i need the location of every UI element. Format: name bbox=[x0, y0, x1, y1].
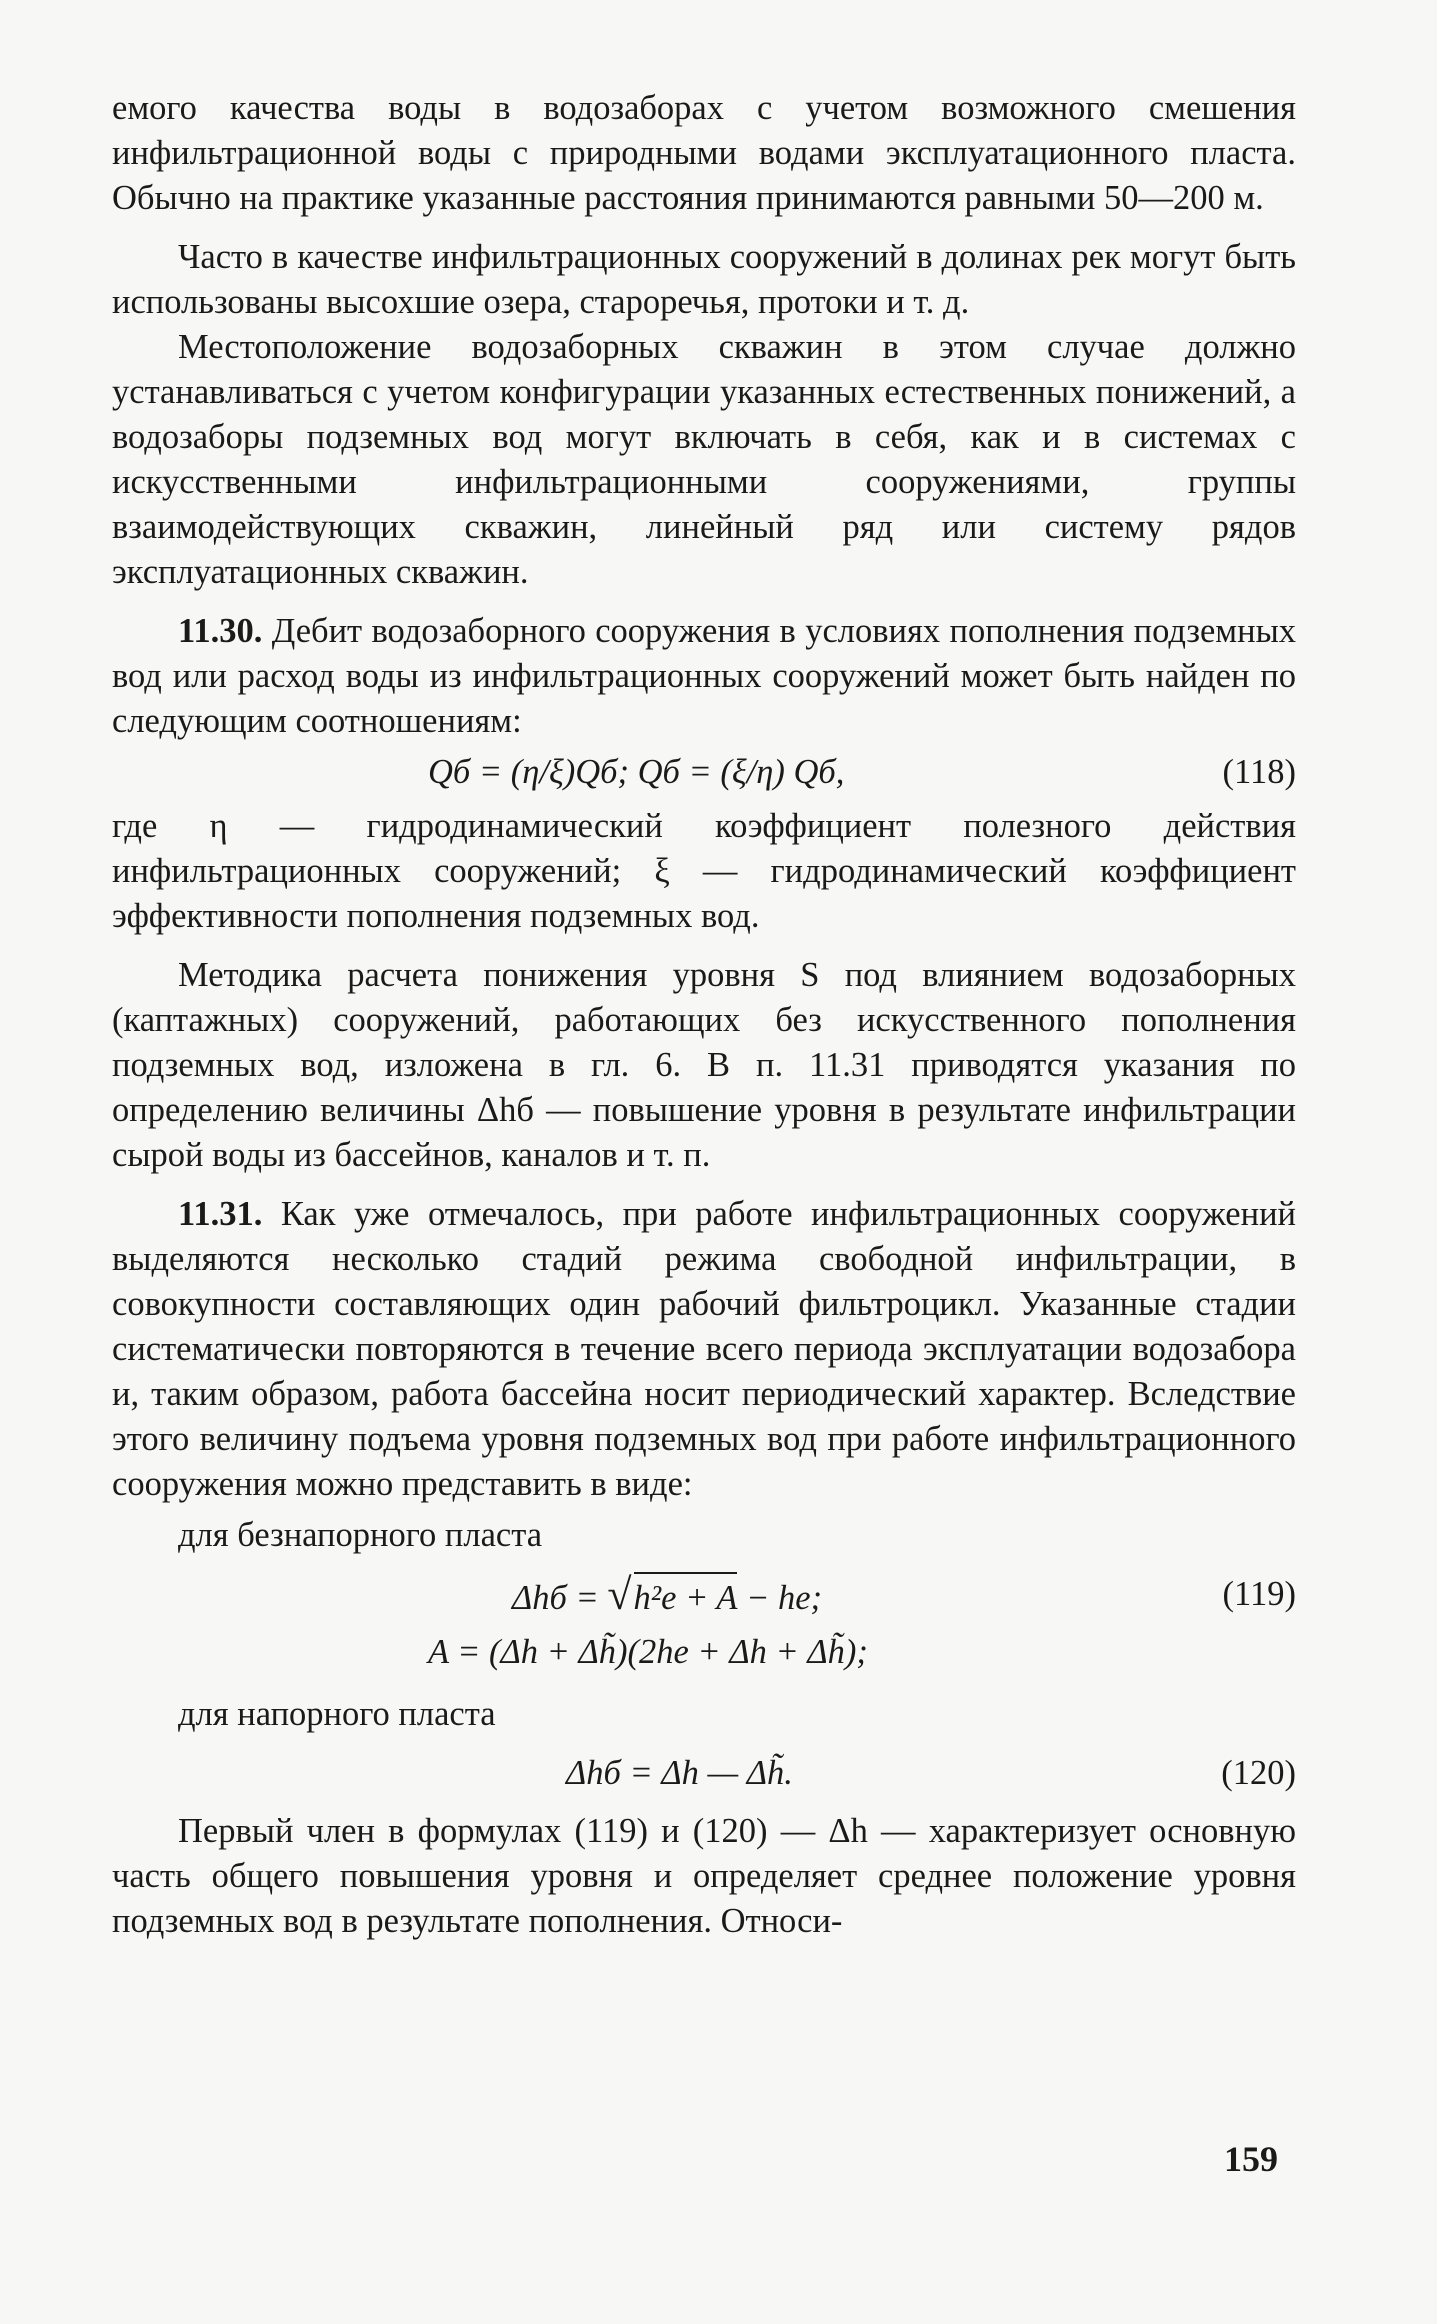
equation-118-body: Qб = (η/ξ)Qб; Qб = (ξ/η) Qб, bbox=[428, 753, 845, 791]
equation-119a-body bbox=[512, 1572, 822, 1621]
section-number: 11.31. bbox=[178, 1195, 263, 1233]
paragraph-section-11-30 bbox=[112, 609, 1296, 744]
equation-118 bbox=[112, 744, 1296, 804]
equation-119a-radicand: h²e + A bbox=[634, 1572, 738, 1621]
equation-120-body: Δhб = Δh — Δh̃. bbox=[566, 1754, 793, 1792]
equation-119a-left: Δhб = bbox=[512, 1579, 608, 1617]
equation-119a bbox=[112, 1558, 1296, 1624]
page-number: 159 bbox=[1224, 2139, 1278, 2179]
equation-119-number: (119) bbox=[1222, 1575, 1296, 1613]
paragraph-1: емого качества воды в водозаборах с учетом возможного смешения инфильтрационной воды с природными водами эксплуатационного пласта. Обычно на практике указанные расстояния принимаются равными 50—200 м. bbox=[112, 89, 1296, 217]
section-number: 11.30. bbox=[178, 612, 263, 650]
label-unconfined: для безнапорного пласта bbox=[178, 1516, 543, 1554]
paragraph-6: Методика расчета понижения уровня S под влиянием водозаборных (каптажных) сооружений, работающих без искусственного пополнения подземных вод, изложена в гл. 6. В п. 11.31 приводятся указания по определению величины Δhб — повышение уровня в результате инфильтрации сырой воды из бассейнов, каналов и т. п. bbox=[112, 956, 1296, 1174]
paragraph-3: Местоположение водозаборных скважин в этом случае должно устанавливаться с учетом конфигурации указанных естественных понижений, а водозаборы подземных вод могут включать в себя, как и в системах с искусственными инфильтрационными сооружениями, группы взаимодействующих скважин, линейный ряд или систему рядов эксплуатационных скважин. bbox=[112, 328, 1296, 591]
paragraph-5: где η — гидродинамический коэффициент полезного действия инфильтрационных сооружений; ξ — гидродинамический коэффициент эффективности пополнения подземных вод. bbox=[112, 807, 1296, 935]
label-confined: для напорного пласта bbox=[178, 1695, 496, 1733]
page-text bbox=[112, 86, 1296, 1944]
paragraph-2: Часто в качестве инфильтрационных сооружений в долинах рек могут быть использованы высохшие озера, староречья, протоки и т. д. bbox=[112, 238, 1296, 321]
section-text: Как уже отмечалось, при работе инфильтрационных сооружений выделяются несколько стадий режима свободной инфильтрации, в совокупности составляющих один рабочий фильтроцикл. Указанные стадии систематически повторяются в течение всего периода эксплуатации водозабора и, таким образом, работа бассейна носит периодический характер. Вследствие этого величину подъема уровня подземных вод при работе инфильтрационного сооружения можно представить в виде: bbox=[112, 1195, 1296, 1503]
equation-118-number: (118) bbox=[1222, 753, 1296, 791]
equation-120 bbox=[112, 1737, 1296, 1809]
paragraph-section-11-31 bbox=[112, 1192, 1296, 1507]
equation-119a-right: − he; bbox=[737, 1579, 823, 1617]
section-text: Дебит водозаборного сооружения в условиях пополнения подземных вод или расход воды из инфильтрационных сооружений может быть найден по следующим соотношениям: bbox=[112, 612, 1297, 740]
equation-119b-body: A = (Δh + Δh̃)(2he + Δh + Δh̃); bbox=[428, 1633, 868, 1671]
paragraph-8: Первый член в формулах (119) и (120) — Δh — характеризует основную часть общего повышения уровня и определяет среднее положение уровня подземных вод в результате пополнения. Относи- bbox=[112, 1812, 1296, 1940]
radical-sign-icon: √ bbox=[607, 1570, 632, 1619]
equation-120-number: (120) bbox=[1221, 1754, 1296, 1792]
equation-119b bbox=[112, 1624, 1296, 1684]
